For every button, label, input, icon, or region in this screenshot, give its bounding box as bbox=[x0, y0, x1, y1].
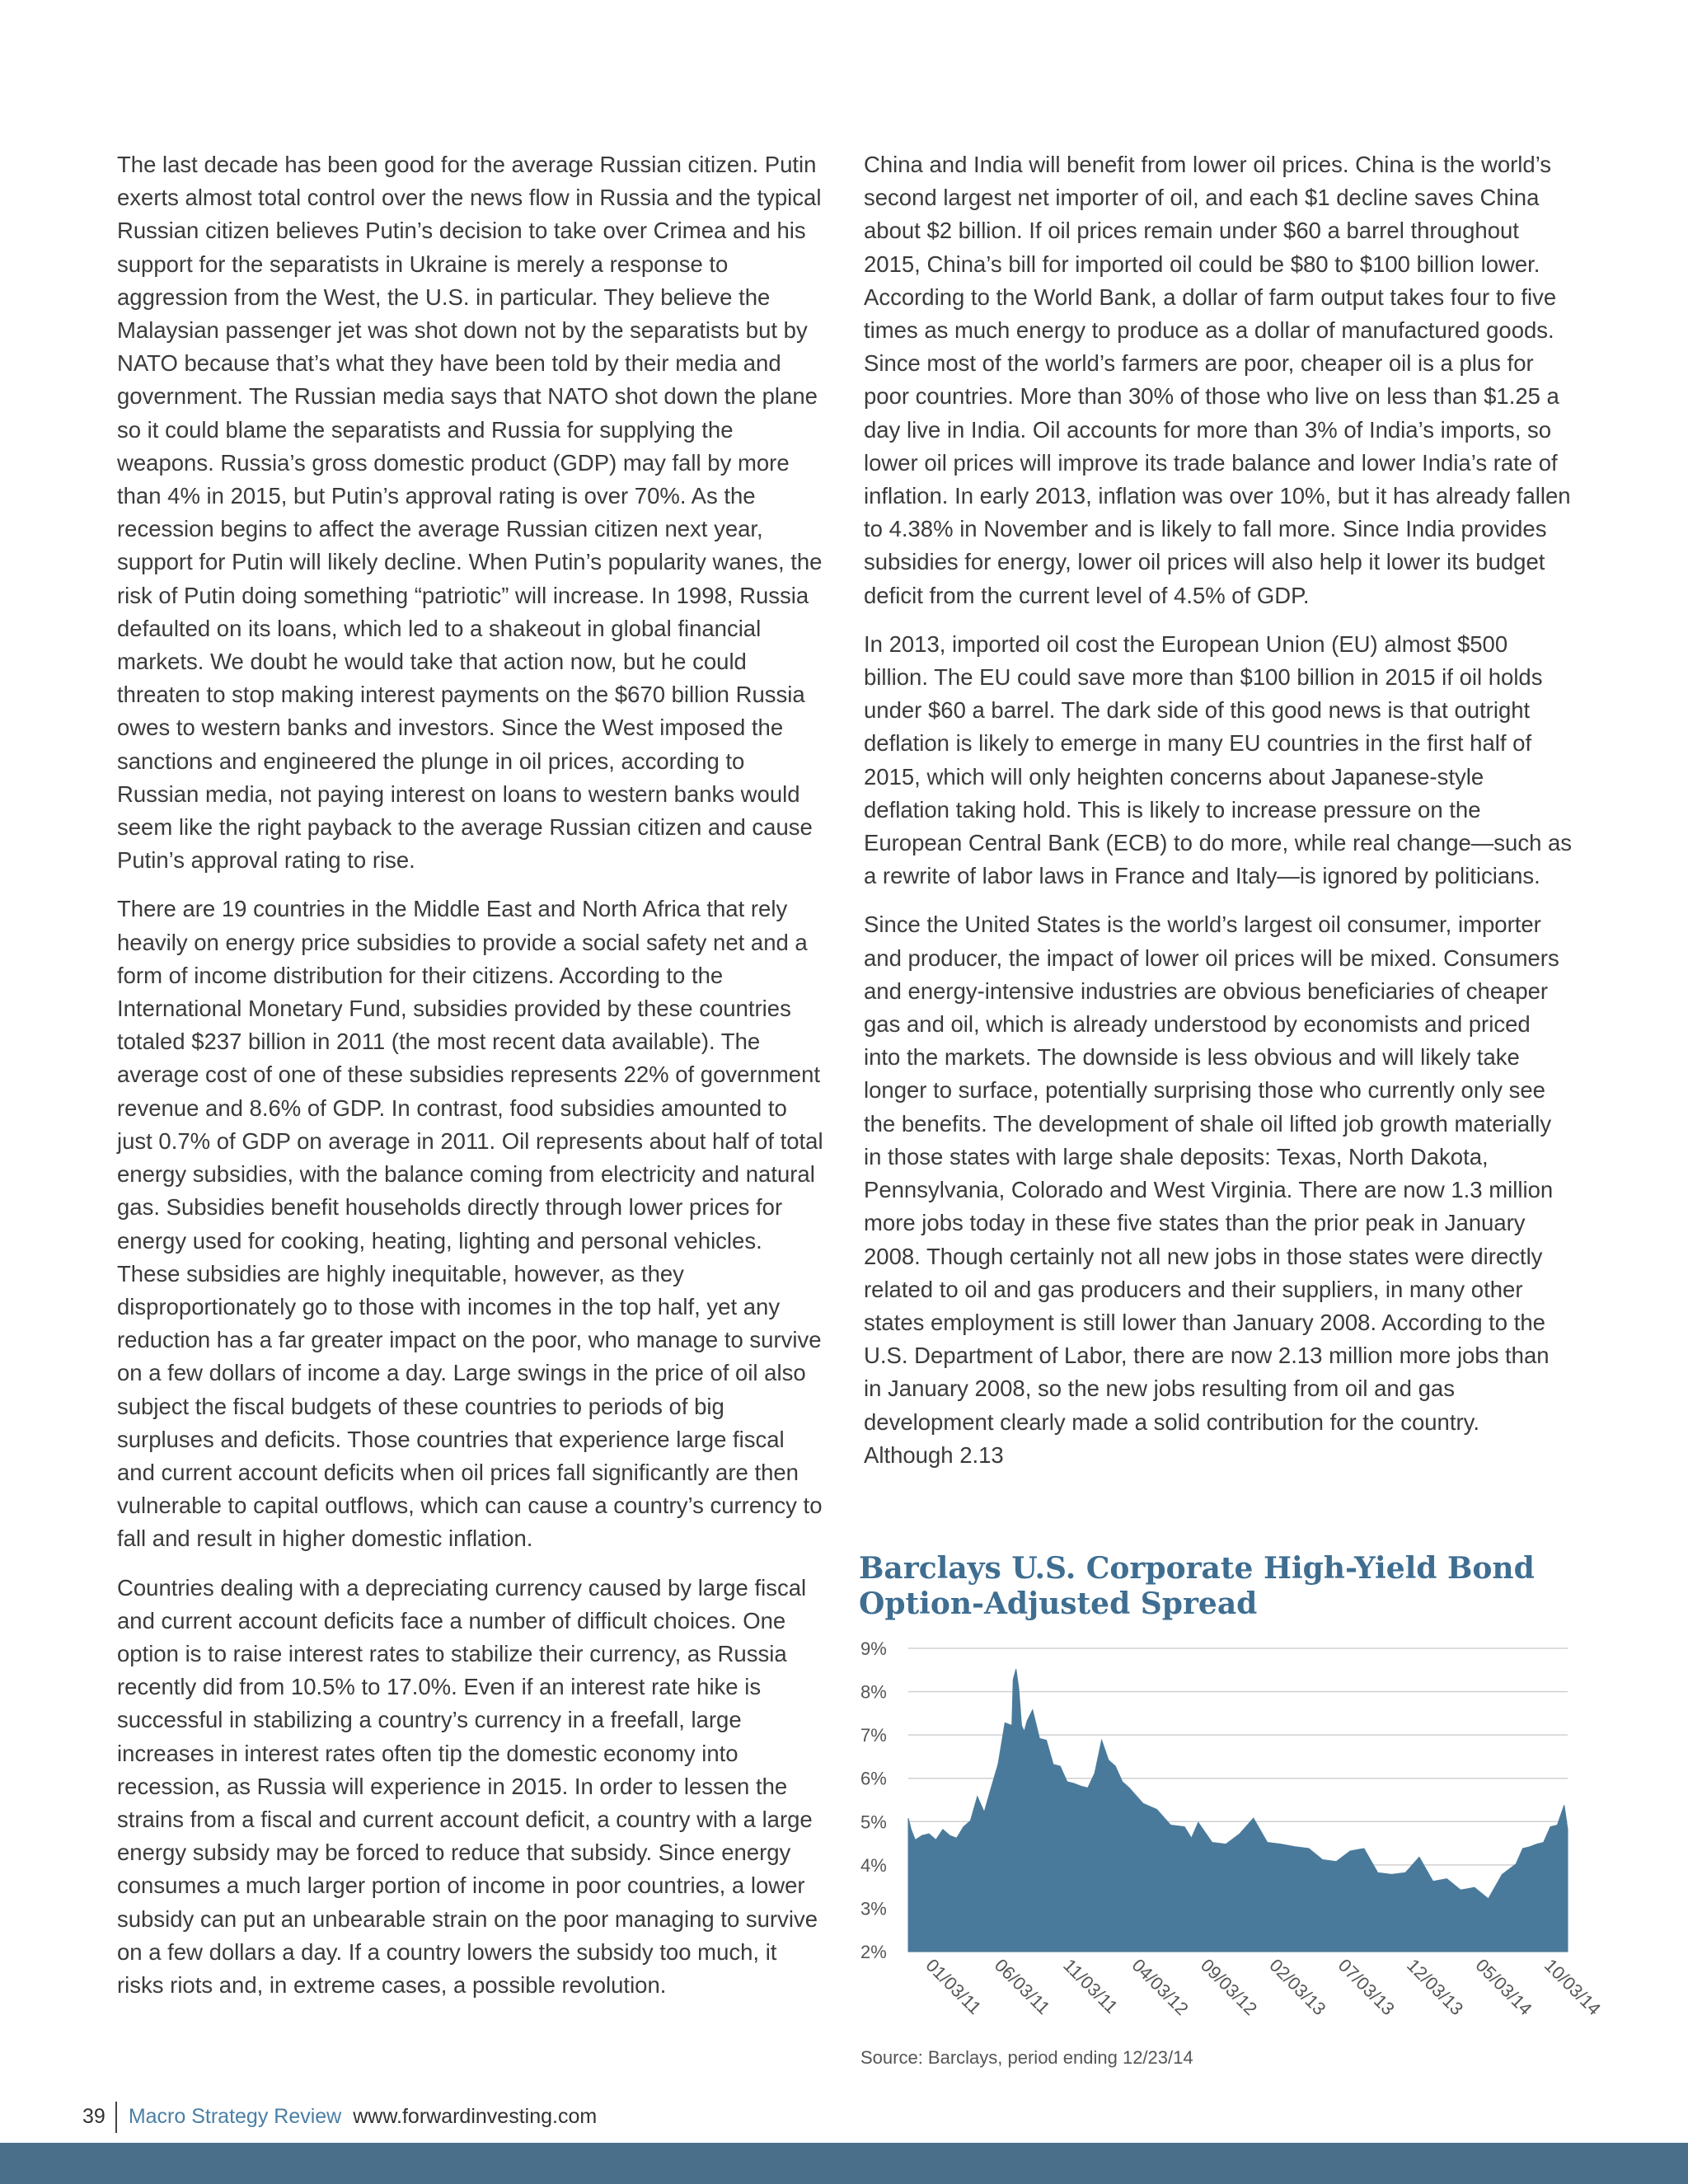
x-tick-label: 12/03/13 bbox=[1403, 1954, 1468, 2020]
spread-area-chart bbox=[859, 1633, 1606, 2046]
x-tick-label: 04/03/12 bbox=[1128, 1954, 1193, 2020]
y-tick-label: 6% bbox=[860, 1768, 887, 1789]
footer-bar bbox=[0, 2143, 1688, 2184]
y-tick-label: 3% bbox=[860, 1898, 887, 1919]
y-tick-label: 5% bbox=[860, 1811, 887, 1833]
y-tick-label: 9% bbox=[860, 1638, 887, 1659]
chart-title: Barclays U.S. Corporate High-Yield Bond Option-Adjusted Spread bbox=[859, 1551, 1535, 1621]
paragraph: Countries dealing with a depreciating currency caused by large fiscal and current account deficits face a number of difficult choices. One option is to raise interest rates to stabilize their currency, as Russia recently did from 10.5% to 17.0%. Even if an interest rate hike is successful in stabilizing a country’s currency in a freefall, large increases in interest rates often tip the domestic economy into recession, as Russia will experience in 2015. In order to lessen the strains from a fiscal and current account deficit, a country with a large energy subsidy may be forced to reduce that subsidy. Since energy consumes a much larger portion of income in poor countries, a lower subsidy can put an unbearable strain on the poor managing to survive on a few dollars a day. If a country lowers the subsidy too much, it risks riots and, in extreme cases, a possible revolution. bbox=[117, 1574, 818, 1998]
x-tick-label: 09/03/12 bbox=[1196, 1954, 1262, 2020]
x-tick-label: 07/03/13 bbox=[1334, 1954, 1399, 2020]
page-number: 39 bbox=[82, 2105, 106, 2128]
paragraph: Since the United States is the world’s largest oil consumer, importer and producer, the impact of lower oil prices will be mixed. Consumers and energy-intensive industries are obvious beneficiaries of cheaper gas and oil, which is already understood by economists and priced into the markets. The downside is less obvious and will likely take longer to surface, potentially surprising those who currently only see the benefits. The development of shale oil lifted job growth materially in those states with large shale deposits: Texas, North Dakota, Pennsylvania, Colorado and West Virginia. There are now 1.3 million more jobs today in these five states than the prior peak in January 2008. Though certainly not all new jobs in those states were directly related to oil and gas producers and their suppliers, in many other states employment is still lower than January 2008. According to the U.S. Department of Labor, there are now 2.13 million more jobs than in January 2008, so the new jobs resulting from oil and gas development clearly made a solid contribution for the country. Although 2.13 bbox=[864, 912, 1559, 1468]
chart-figure bbox=[859, 1551, 1606, 2079]
footer-divider bbox=[115, 2102, 117, 2133]
y-tick-label: 2% bbox=[860, 1942, 887, 1962]
website-link[interactable]: www.forwardinvesting.com bbox=[353, 2105, 598, 2128]
paragraph: The last decade has been good for the average Russian citizen. Putin exerts almost total control over the news flow in Russia and the typical Russian citizen believes Putin’s decision to take over Crimea and his support for the separatists in Ukraine is merely a response to aggression from the West, the U.S. in particular. They believe the Malaysian passenger jet was shot down not by the separatists but by NATO because that’s what they have been told by their media and government. The Russian media says that NATO shot down the plane so it could blame the separatists and Russia for supplying the weapons. Russia’s gross domestic product (GDP) may fall by more than 4% in 2015, but Putin’s approval rating is over 70%. As the recession begins to affect the average Russian citizen next year, support for Putin will likely decline. When Putin’s popularity wanes, the risk of Putin doing something “patriotic” will increase. In 1998, Russia defaulted on its loans, which led to a shakeout in global financial markets. We doubt he would take that action now, but he could threaten to stop making interest payments on the $670 billion Russia owes to western banks and investors. Since the West imposed the sanctions and engineered the plunge in oil prices, according to Russian media, not paying interest on loans to western banks would seem like the right payback to the average Russian citizen and cause Putin’s approval rating to rise. bbox=[117, 152, 823, 874]
x-tick-label: 10/03/14 bbox=[1540, 1954, 1606, 2020]
x-tick-label: 11/03/11 bbox=[1059, 1954, 1123, 2018]
left-text-column bbox=[117, 148, 826, 2018]
paragraph: In 2013, imported oil cost the European Union (EU) almost $500 billion. The EU could save more than $100 billion in 2015 if oil holds under $60 a barrel. The dark side of this good news is that outright deflation is likely to emerge in many EU countries in the first half of 2015, which will only heighten concerns about Japanese-style deflation taking hold. This is likely to increase pressure on the European Central Bank (ECB) to do more, while real change—such as a rewrite of labor laws in France and Italy—is ignored by politicians. bbox=[864, 630, 1573, 889]
x-tick-label: 06/03/11 bbox=[990, 1954, 1054, 2018]
y-tick-label: 4% bbox=[860, 1854, 887, 1876]
x-tick-label: 02/03/13 bbox=[1265, 1954, 1330, 2020]
paragraph: China and India will benefit from lower oil prices. China is the world’s second largest net importer of oil, and each $1 decline saves China about $2 billion. If oil prices remain under $60 a barrel throughout 2015, China’s bill for imported oil could be $80 to $100 billion lower. According to the World Bank, a dollar of farm output takes four to five times as much energy to produce as a dollar of manufactured goods. Since most of the world’s farmers are poor, cheaper oil is a plus for poor countries. More than 30% of those who live on less than $1.25 a day live in India. Oil accounts for more than 3% of India’s imports, so lower oil prices will improve its trade balance and lower India’s rate of inflation. In early 2013, inflation was over 10%, but it has already fallen to 4.38% in November and is likely to fall more. Since India provides subsidies for energy, lower oil prices will also help it lower its budget deficit from the current level of 4.5% of GDP. bbox=[864, 152, 1571, 608]
right-text-column bbox=[864, 148, 1573, 1488]
x-tick-label: 05/03/14 bbox=[1471, 1954, 1536, 2020]
x-tick-label: 01/03/11 bbox=[921, 1954, 986, 2018]
spread-area-series bbox=[908, 1669, 1568, 1952]
y-tick-label: 7% bbox=[860, 1725, 887, 1746]
chart-source: Source: Barclays, period ending 12/23/14 bbox=[860, 2047, 1193, 2068]
y-tick-label: 8% bbox=[860, 1681, 887, 1703]
publication-name: Macro Strategy Review bbox=[128, 2105, 342, 2128]
paragraph: There are 19 countries in the Middle East and North Africa that rely heavily on energy price subsidies to provide a social safety net and a form of income distribution for their citizens. According to the International Monetary Fund, subsidies provided by these countries totaled $237 billion in 2011 (the most recent data available). The average cost of one of these subsidies represents 22% of government revenue and 8.6% of GDP. In contrast, food subsidies amounted to just 0.7% of GDP on average in 2011. Oil represents about half of total energy subsidies, with the balance coming from electricity and natural gas. Subsidies benefit households directly through lower prices for energy used for cooking, heating, lighting and personal vehicles. These subsidies are highly inequitable, however, as they disproportionately go to those with incomes in the top half, yet any reduction has a far greater impact on the poor, who manage to survive on a few dollars of income a day. Large swings in the price of oil also subject the fiscal budgets of these countries to periods of big surpluses and deficits. Those countries that experience large fiscal and current account deficits when oil prices fall significantly are then vulnerable to capital outflows, which can cause a country’s currency to fall and result in higher domestic inflation. bbox=[117, 896, 823, 1552]
footer bbox=[82, 2100, 597, 2133]
